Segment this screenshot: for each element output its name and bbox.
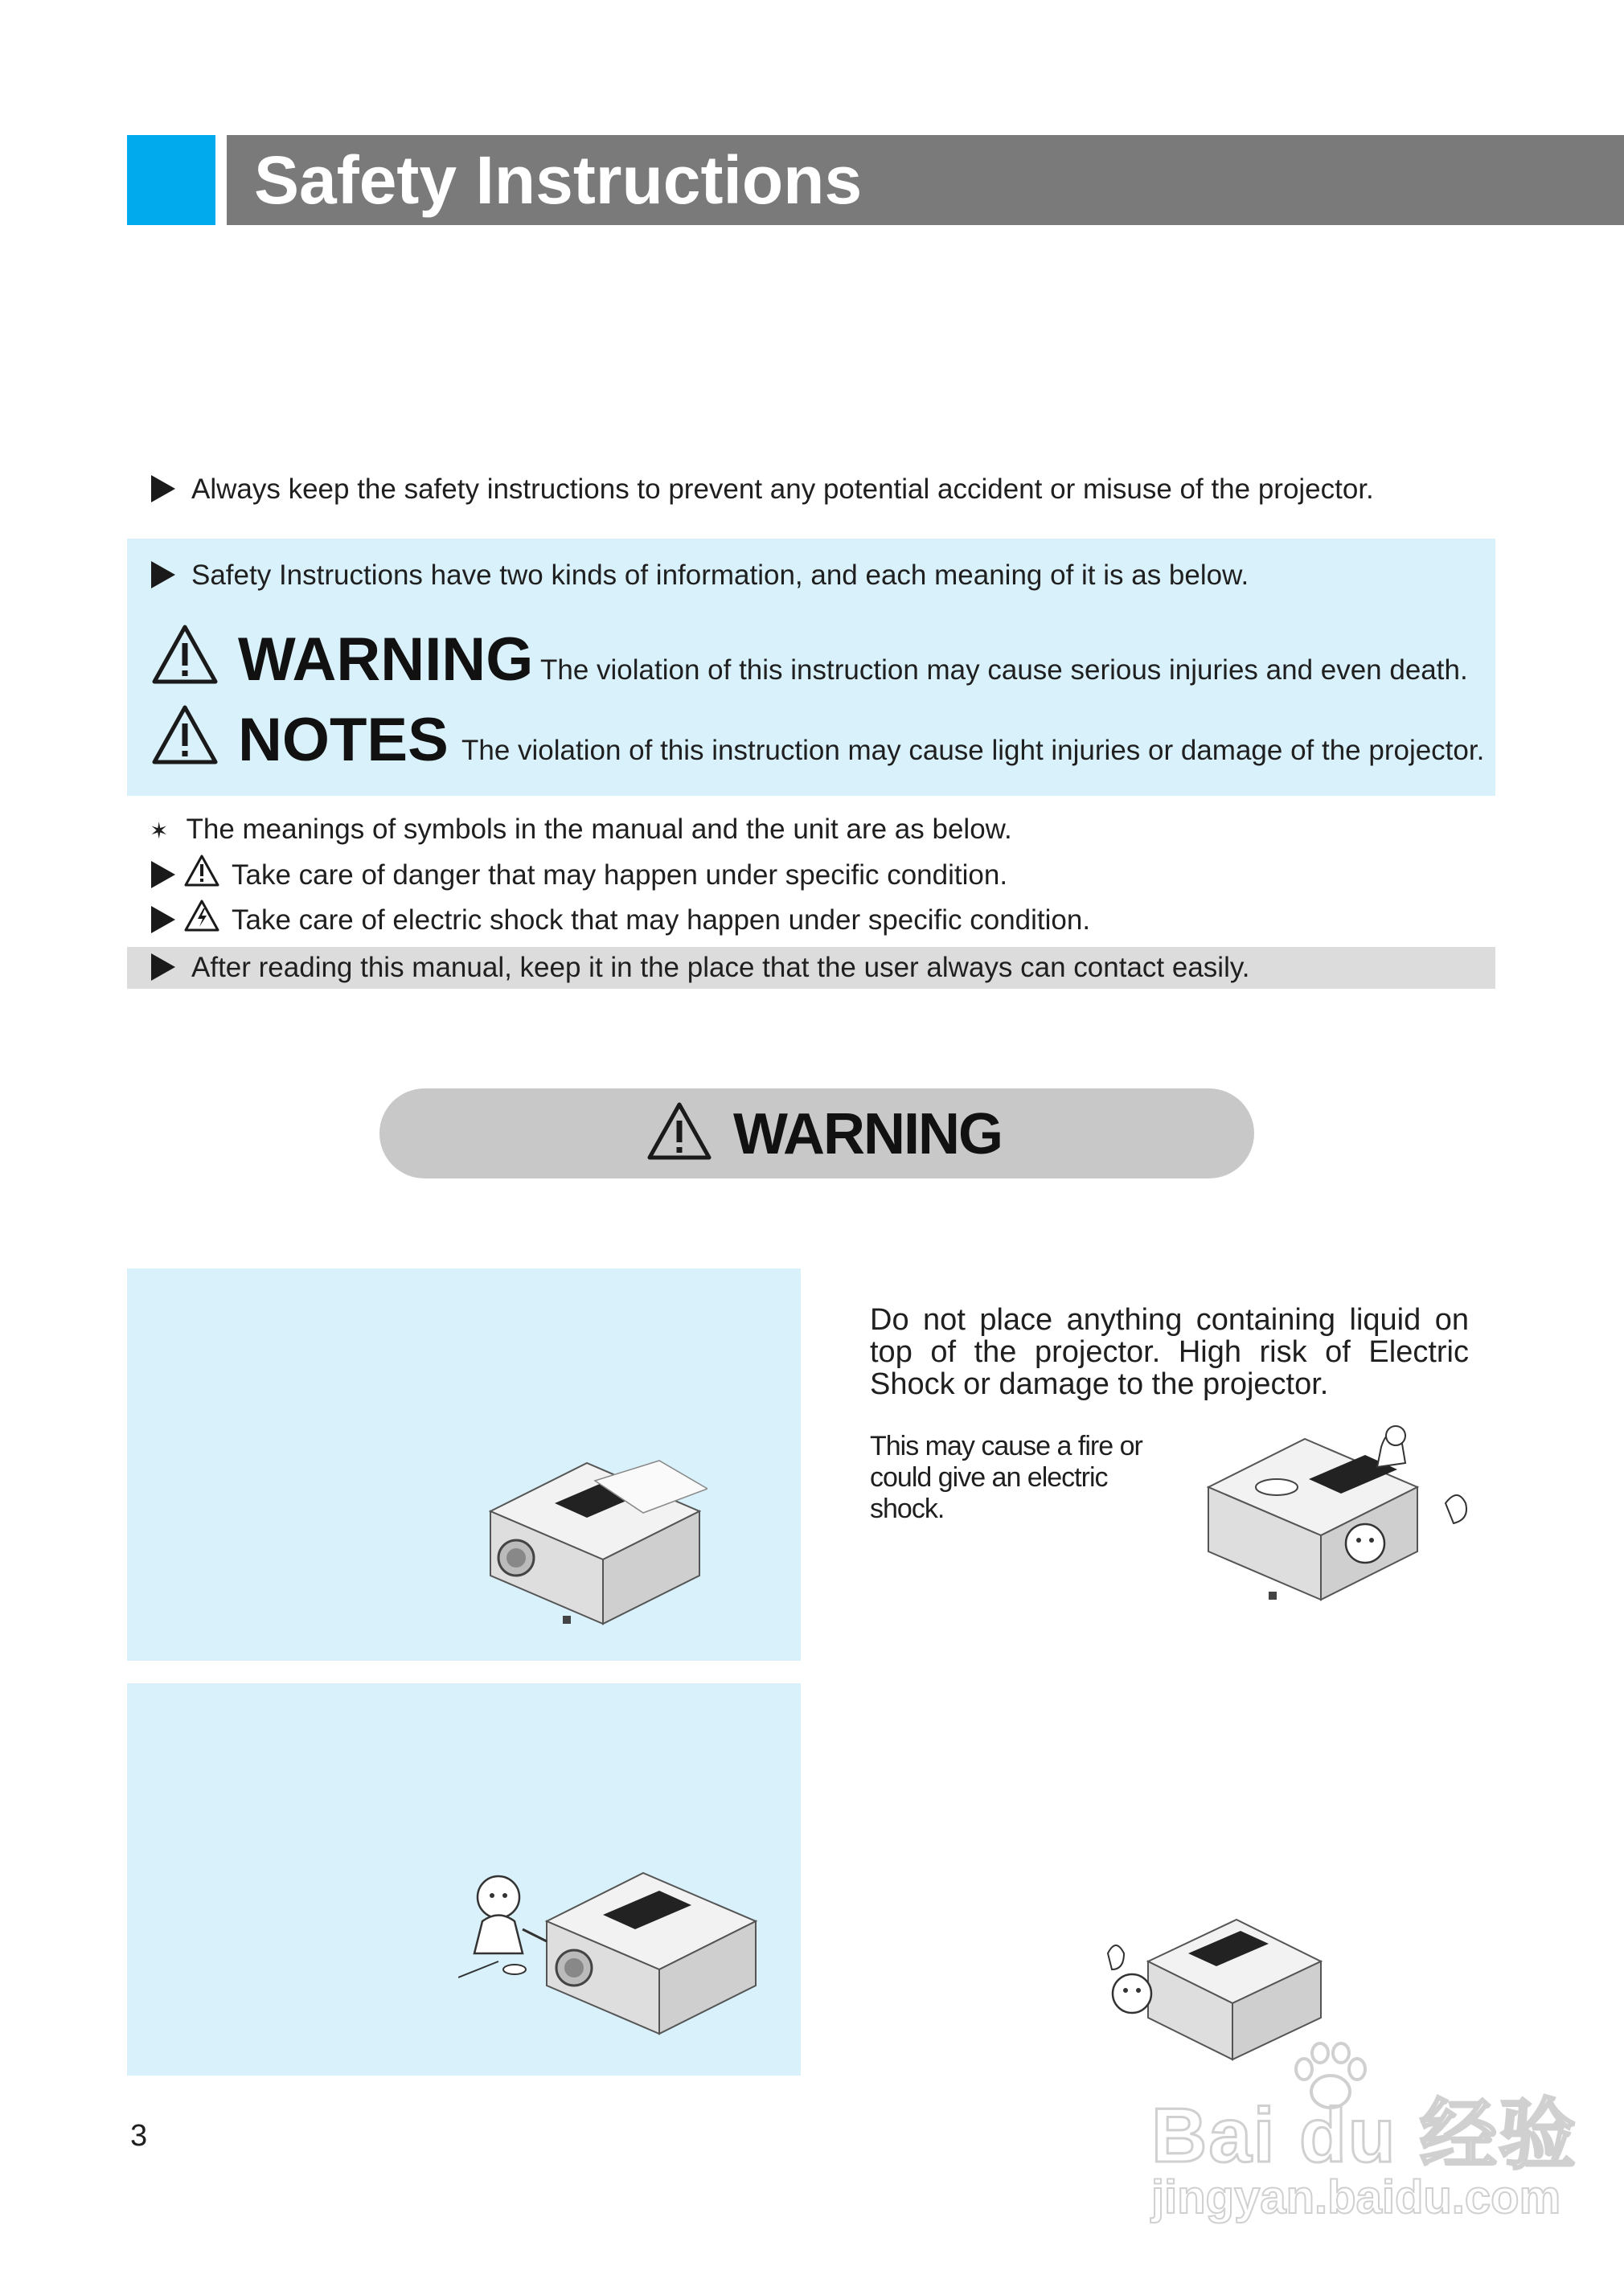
watermark-brand: Bai du 经验: [1151, 2092, 1578, 2178]
liquid-warning-heading: Do not place anything containing liquid on top of the projector. High risk of Electric Shock or damage to the projector.: [870, 1303, 1469, 1401]
play-arrow-icon: [151, 953, 175, 981]
symbol-shock-line: [151, 899, 1090, 938]
read-note-text: After reading this manual, keep it in the place that the user always can contact easily.: [191, 952, 1250, 983]
notes-desc: The violation of this instruction may cause light injuries or damage of the projector.: [461, 735, 1485, 766]
warning-triangle-icon: [183, 854, 220, 887]
liquid-warning-detail: This may cause a fire or could give an electric shock.: [870, 1431, 1142, 1524]
warning-triangle-icon: [646, 1101, 712, 1161]
header-accent-square: [127, 135, 215, 225]
intro-line: [151, 472, 1374, 507]
play-arrow-icon: [151, 906, 175, 933]
projector-illustration: [458, 1865, 764, 2042]
info-lead-line: [151, 558, 1249, 593]
star-bullet: ✶: [150, 818, 169, 844]
projector-illustration: [1204, 1423, 1478, 1608]
page-title: Safety Instructions: [254, 142, 863, 218]
notes-label: NOTES: [238, 706, 449, 774]
warning-triangle-icon: [151, 624, 219, 685]
electric-shock-icon: [183, 899, 220, 932]
symbol-danger-text: Take care of danger that may happen under specific condition.: [232, 859, 1008, 891]
warning-triangle-icon: [151, 704, 219, 765]
play-arrow-icon: [151, 561, 175, 588]
info-lead-text: Safety Instructions have two kinds of information, and each meaning of it is as below.: [191, 559, 1249, 591]
symbol-danger-line: [151, 854, 1007, 893]
symbols-meaning-line: [150, 812, 1012, 849]
warning-desc: The violation of this instruction may cause serious injuries and even death.: [540, 654, 1468, 686]
intro-text: Always keep the safety instructions to prevent any potential accident or misuse of the projector.: [191, 473, 1374, 505]
symbol-shock-text: Take care of electric shock that may happen under specific condition.: [232, 904, 1091, 936]
warning-section-heading: WARNING: [733, 1102, 1002, 1166]
projector-illustration: [482, 1455, 707, 1632]
play-arrow-icon: [151, 475, 175, 502]
watermark-url: jingyan.baidu.com: [1151, 2171, 1561, 2223]
play-arrow-icon: [151, 861, 175, 888]
read-note-line: [151, 950, 1249, 986]
page-number: 3: [130, 2119, 148, 2153]
warning-label: WARNING: [238, 625, 534, 694]
symbols-meaning-text: The meanings of symbols in the manual and the unit are as below.: [186, 814, 1012, 845]
